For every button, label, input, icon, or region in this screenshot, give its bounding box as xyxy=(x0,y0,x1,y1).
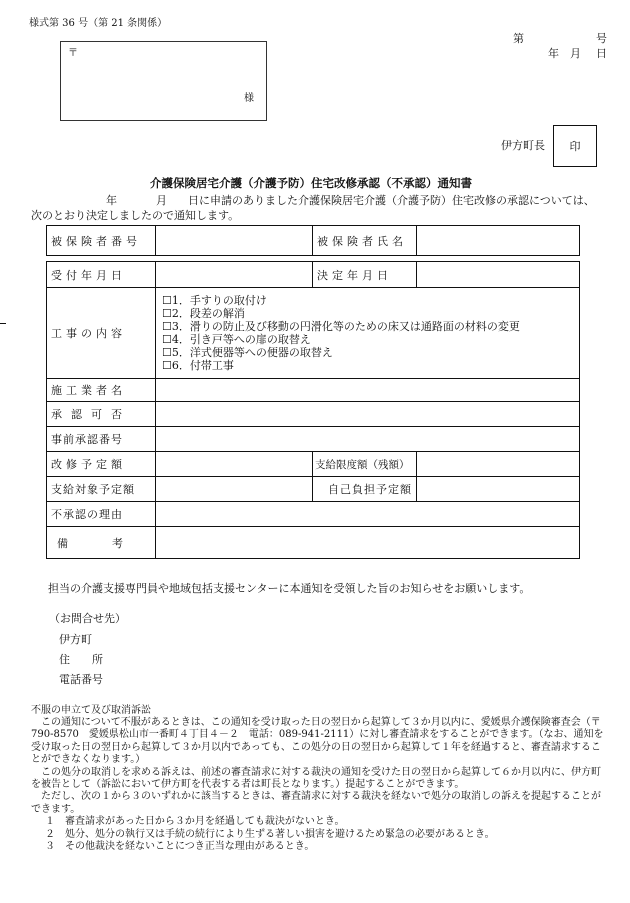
approval-label: 承認可否 xyxy=(47,402,156,427)
date-year: 年 xyxy=(548,47,559,60)
form-number: 様式第 36 号（第 21 条関係） xyxy=(29,18,168,29)
prior-approval-number-field xyxy=(156,427,580,452)
remarks-label: 備 考 xyxy=(47,527,156,559)
rejection-reason-label: 不承認の理由 xyxy=(47,502,156,527)
appeal-paragraph-1: この通知について不服があるときは、この通知を受け取った日の翌日から起算して３か月以内に、愛媛県介護保険審査会（〒790-8570 愛媛県松山市一番町４丁目４－２ 電話：089-941-2111）に対し審査請求をすることができます。（なお、通知を受け取った日の翌日から起算して３か月以内であっても、この処分の日の翌日から起算して１年を経過すると、審査請求することができなくなります。） xyxy=(31,717,604,766)
prior-approval-number-label: 事前承認番号 xyxy=(47,427,156,452)
remarks-field xyxy=(156,527,580,559)
insured-table xyxy=(46,225,580,256)
work-item: ☐2．段差の解消 xyxy=(162,307,245,320)
intro-line-2: 次のとおり決定しましたので通知します。 xyxy=(31,209,240,222)
work-item: ☐4．引き戸等への扉の取替え xyxy=(162,333,311,346)
rejection-reason-field xyxy=(156,502,580,527)
work-item: ☐3．滑りの防止及び移動の円滑化等のための床又は通路面の材料の変更 xyxy=(162,320,520,333)
intro-year: 年 xyxy=(106,194,117,207)
date-month: 月 xyxy=(570,47,581,60)
appeal-item: １ 審査請求があった日から３か月を経過しても裁決がないとき。 xyxy=(45,816,345,828)
received-date-label: 受付年月日 xyxy=(47,262,156,288)
work-items xyxy=(156,288,580,379)
insured-number-label: 被保険者番号 xyxy=(47,226,156,256)
appeal-item: ３ その他裁決を経ないことにつき正当な理由があるとき。 xyxy=(45,841,315,853)
decision-table xyxy=(46,261,580,559)
appeal-paragraph-2: この処分の取消しを求める訴えは、前述の審査請求に対する裁決の通知を受けた日の翌日から起算して６か月以内に、伊方町を被告として（訴訟において伊方町を代表する者は町長となります。）提起することができます。 xyxy=(31,766,601,791)
copay-label: 自己負担予定額 xyxy=(313,477,417,502)
appeal-item: ２ 処分、処分の執行又は手続の続行により生ずる著しい損害を避けるため緊急の必要があるとき。 xyxy=(45,828,495,840)
planned-payment-field xyxy=(156,477,313,502)
contact-heading: （お問合せ先） xyxy=(49,612,126,625)
appeal-paragraph-3: ただし、次の１から３のいずれかに該当するときは、審査請求に対する裁決を経ないで処分の取消しの訴えを提起することができます。 xyxy=(31,791,601,815)
planned-cost-label: 改修予定額 xyxy=(47,452,156,477)
contact-town: 伊方町 xyxy=(59,633,92,646)
honorific: 様 xyxy=(244,93,254,104)
binding-mark xyxy=(0,323,6,324)
intro-line-1: 日に申請のありました介護保険居宅介護（介護予防）住宅改修の承認については、 xyxy=(188,194,595,207)
appeal-heading: 不服の申立て及び取消訴訟 xyxy=(31,705,151,716)
decision-date-label: 決定年月日 xyxy=(313,262,417,288)
work-item: ☐1．手すりの取付け xyxy=(162,294,267,307)
document-title: 介護保険居宅介護（介護予防）住宅改修承認（不承認）通知書 xyxy=(150,176,472,190)
benefit-limit-field xyxy=(417,452,580,477)
work-item: ☐5．洋式便器等への便器の取替え xyxy=(162,346,333,359)
intro-month: 月 xyxy=(156,194,167,207)
issuer-name: 伊方町長 xyxy=(501,139,545,152)
insured-name-label: 被保険者氏名 xyxy=(313,226,417,256)
work-item: ☐6．付帯工事 xyxy=(162,359,234,372)
contact-phone-label: 電話番号 xyxy=(59,673,103,686)
appeal-body xyxy=(31,717,606,853)
approval-field xyxy=(156,402,580,427)
work-label: 工事の内容 xyxy=(47,288,156,379)
copay-field xyxy=(417,477,580,502)
contractor-label: 施工業者名 xyxy=(47,379,156,402)
received-date-field xyxy=(156,262,313,288)
decision-date-field xyxy=(417,262,580,288)
insured-name-field xyxy=(417,226,580,256)
address-box xyxy=(60,41,267,121)
doc-number-suffix: 号 xyxy=(596,32,607,45)
planned-payment-label: 支給対象予定額 xyxy=(47,477,156,502)
contact-address-label: 住 所 xyxy=(59,653,103,666)
contractor-field xyxy=(156,379,580,402)
seal-box xyxy=(553,125,597,167)
notice-text: 担当の介護支援専門員や地域包括支援センターに本通知を受領した旨のお知らせをお願いします。 xyxy=(48,582,531,595)
postal-mark: 〒 xyxy=(68,48,78,59)
insured-number-field xyxy=(156,226,313,256)
date-day: 日 xyxy=(596,47,607,60)
seal-mark: 印 xyxy=(569,140,581,153)
doc-number-prefix: 第 xyxy=(513,32,524,45)
planned-cost-field xyxy=(156,452,313,477)
benefit-limit-label: 支給限度額（残額） xyxy=(313,452,417,477)
